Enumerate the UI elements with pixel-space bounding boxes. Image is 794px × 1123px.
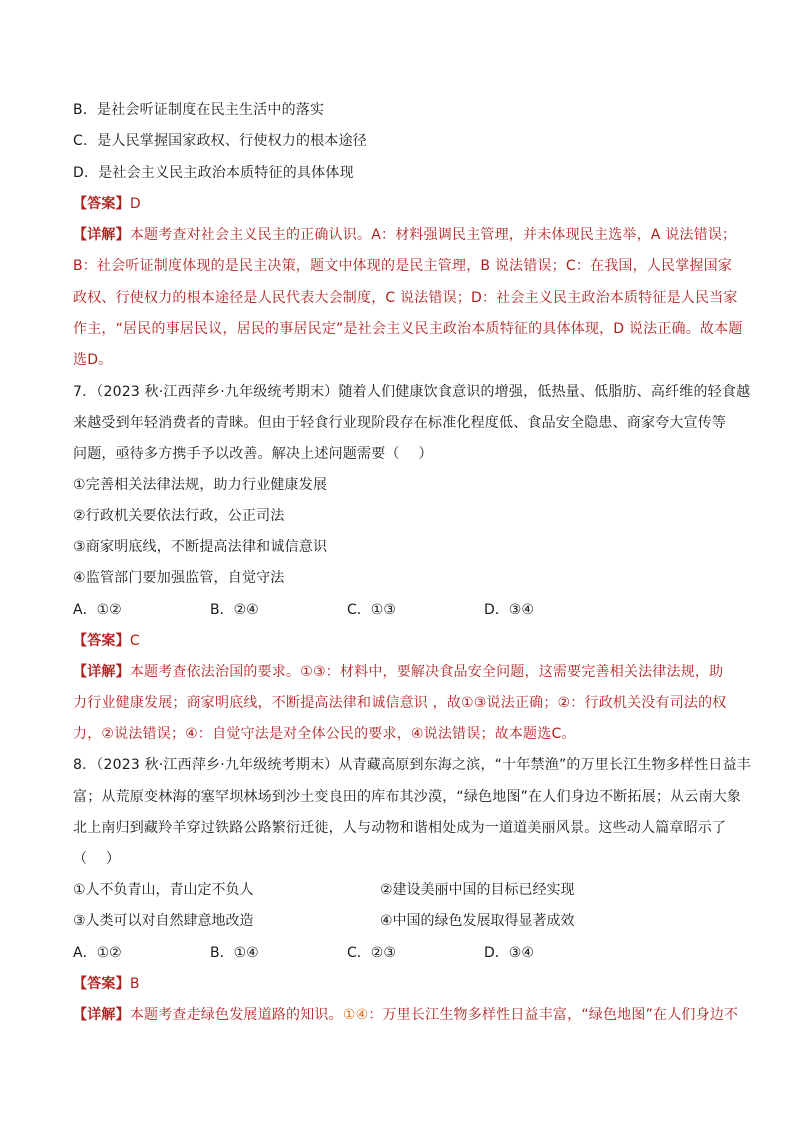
q7-stem-line: 问题，亟待多方携手予以改善。解决上述问题需要（ ） [73,446,433,462]
q8-choice-b: B．①④ [210,945,259,961]
q8-answer [73,974,140,994]
q7-stem-line: 来越受到年轻消费者的青睐。但由于轻食行业现阶段存在标准化程度低、食品安全隐患、商家夸大宣传等 [73,415,727,431]
answer-value: D [129,196,141,212]
answer-tag: 【答案】 [73,633,130,649]
q7-item: ③商家明底线，不断提高法律和诚信意识 [73,539,328,555]
answer-value: C [129,633,140,649]
q7-choice-d: D．③④ [484,602,534,618]
q7-answer [73,631,140,651]
q8-item: ④中国的绿色发展取得显著成效 [380,913,575,929]
q8-choice-c: C．②③ [347,945,396,961]
q8-item: ①人不负青山，青山定不负人 [73,882,254,898]
q7-choice-c: C．①③ [347,602,396,618]
q8-stem-line: 富；从荒原变林海的塞罕坝林场到沙土变良田的库布其沙漠，“绿色地图”在人们身边不断拓展；从云南大象 [73,789,742,805]
detail-text: 本题考查走绿色发展道路的知识。 [129,1007,343,1023]
q7-detail-line [73,662,723,682]
q8-detail-line [73,1005,738,1025]
q8-item: ③人类可以对自然肆意地改造 [73,913,254,929]
detail-tag: 【详解】 [73,664,130,680]
q6-option-c: C．是人民掌握国家政权、行使权力的根本途径 [73,133,367,149]
detail-text: 本题考查对社会主义民主的正确认识。A：材料强调民主管理，并未体现民主选举，A 说法错误； [129,227,737,243]
q6-option-b: B．是社会听证制度在民主生活中的落实 [73,102,325,118]
q8-item: ②建设美丽中国的目标已经实现 [380,882,575,898]
q8-stem-line: 北上南归到藏羚羊穿过铁路公路繁衍迁徙，人与动物和谐相处成为一道道美丽风景。这些动人篇章昭示了 [73,820,727,836]
q8-choice-a: A．①② [73,945,122,961]
q7-detail-line: 力行业健康发展；商家明底线，不断提高法律和诚信意识 ，故①③说法正确；②：行政机关没有司法的权 [73,695,727,711]
detail-highlight: ①④ [342,1007,369,1023]
q6-detail-line: 选D。 [73,352,113,368]
answer-value: B [129,976,140,992]
detail-tag: 【详解】 [73,1007,130,1023]
q7-choice-b: B．②④ [210,602,259,618]
q6-detail-line: 政权、行使权力的根本途径是人民代表大会制度，C 说法错误；D：社会主义民主政治本质特征是人民当家 [73,290,738,306]
q8-stem-line: 8．（2023 秋·江西萍乡·九年级统考期末）从青藏高原到东海之滨，“十年禁渔”的万里长江生物多样性日益丰 [73,757,751,773]
q7-item: ④监管部门要加强监管，自觉守法 [73,570,285,586]
q7-choice-a: A．①② [73,602,122,618]
q6-answer [73,194,141,214]
q7-item: ②行政机关要依法行政，公正司法 [73,508,285,524]
q8-stem-line: （ ） [73,851,121,867]
q6-option-d: D．是社会主义民主政治本质特征的具体体现 [73,165,354,181]
detail-text-rest: ：万里长江生物多样性日益丰富，“绿色地图”在人们身边不 [368,1007,739,1023]
answer-tag: 【答案】 [73,196,130,212]
q8-choice-d: D．③④ [484,945,534,961]
q6-detail-line [73,225,736,245]
detail-tag: 【详解】 [73,227,130,243]
q6-detail-line: B：社会听证制度体现的是民主决策，题文中体现的是民主管理，B 说法错误；C：在我国，人民掌握国家 [73,258,733,274]
q6-detail-line: 作主，“居民的事居民议，居民的事居民定”是社会主义民主政治本质特征的具体体现，D 说法正确。故本题 [73,321,743,337]
q7-detail-line: 力，②说法错误；④：自觉守法是对全体公民的要求，④说法错误；故本题选C。 [73,726,576,742]
answer-tag: 【答案】 [73,976,130,992]
detail-text: 本题考查依法治国的要求。①③：材料中，要解决食品安全问题，这需要完善相关法律法规，助 [129,664,724,680]
q7-item: ①完善相关法律法规，助力行业健康发展 [73,477,328,493]
q7-stem-line: 7．（2023 秋·江西萍乡·九年级统考期末）随着人们健康饮食意识的增强，低热量、低脂肪、高纤维的轻食越 [73,384,751,400]
